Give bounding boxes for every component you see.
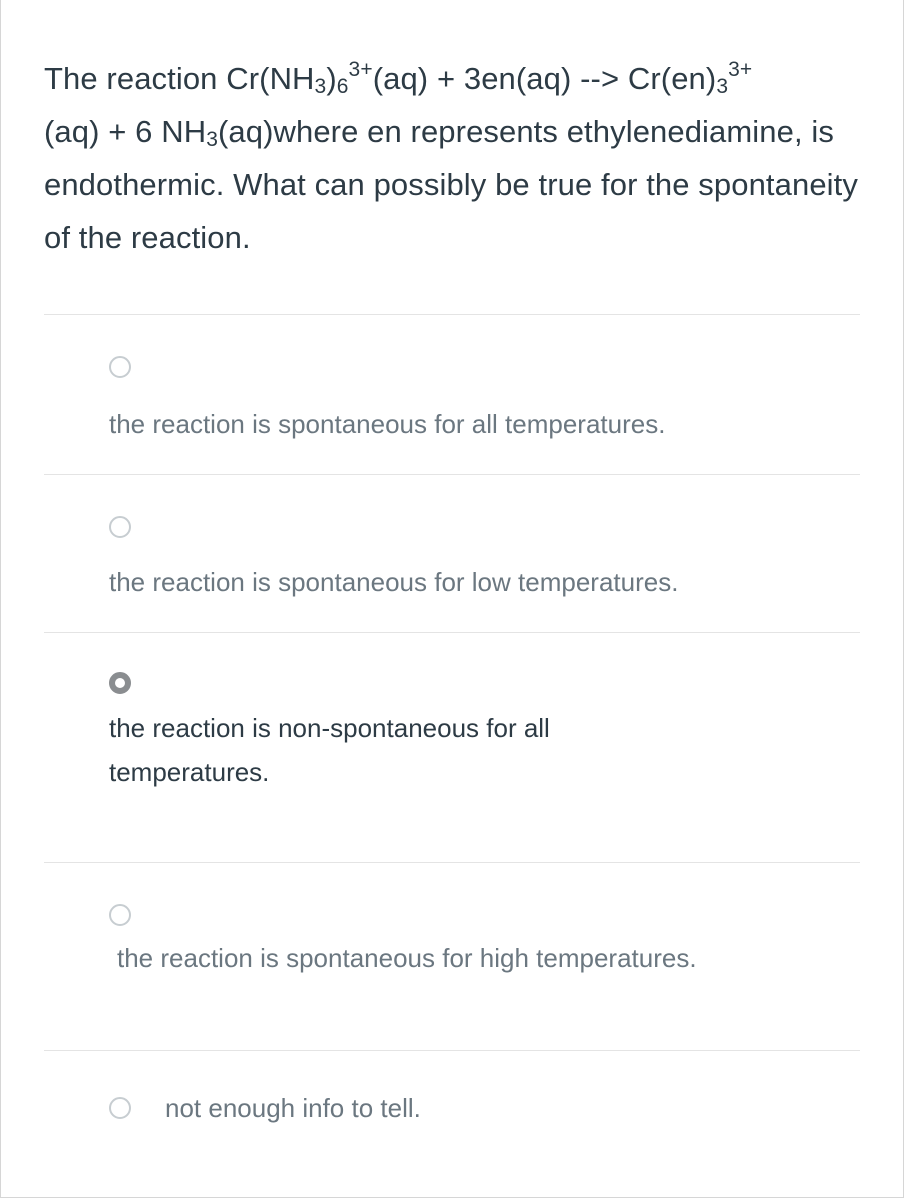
question-part: (aq) + 6 NH xyxy=(44,114,207,149)
question-text xyxy=(44,52,864,264)
radio-button[interactable] xyxy=(109,356,131,378)
radio-button[interactable] xyxy=(109,904,131,926)
radio-button[interactable] xyxy=(109,1097,131,1119)
subscript: 6 xyxy=(336,75,349,98)
answer-label: not enough info to tell. xyxy=(165,1093,421,1123)
answer-option-3[interactable] xyxy=(44,632,860,862)
radio-button[interactable] xyxy=(109,516,131,538)
answer-label: the reaction is spontaneous for all temperatures. xyxy=(109,409,666,439)
answer-label: the reaction is spontaneous for low temperatures. xyxy=(109,567,679,597)
answer-label: the reaction is spontaneous for high temperatures. xyxy=(117,943,697,973)
question-part: (aq)where en represents ethylenediamine, is endothermic. What can possibly be true for the spontaneity of the reaction. xyxy=(44,114,858,255)
radio-button-selected[interactable] xyxy=(109,672,131,694)
answer-option-2[interactable] xyxy=(44,474,860,632)
answer-label: the reaction is non-spontaneous for all temperatures. xyxy=(109,713,550,787)
subscript: 3 xyxy=(716,75,729,98)
question-part: (aq) + 3en(aq) --> Cr(en) xyxy=(372,61,717,96)
subscript: 3 xyxy=(314,75,327,98)
answer-option-4[interactable] xyxy=(44,862,860,1050)
answer-option-5[interactable] xyxy=(44,1050,860,1160)
answer-option-1[interactable] xyxy=(44,314,860,474)
superscript: 3+ xyxy=(728,58,753,81)
question-part: The reaction Cr(NH xyxy=(44,61,315,96)
subscript: 3 xyxy=(206,128,218,151)
superscript: 3+ xyxy=(348,58,373,81)
question-part: ) xyxy=(326,61,337,96)
